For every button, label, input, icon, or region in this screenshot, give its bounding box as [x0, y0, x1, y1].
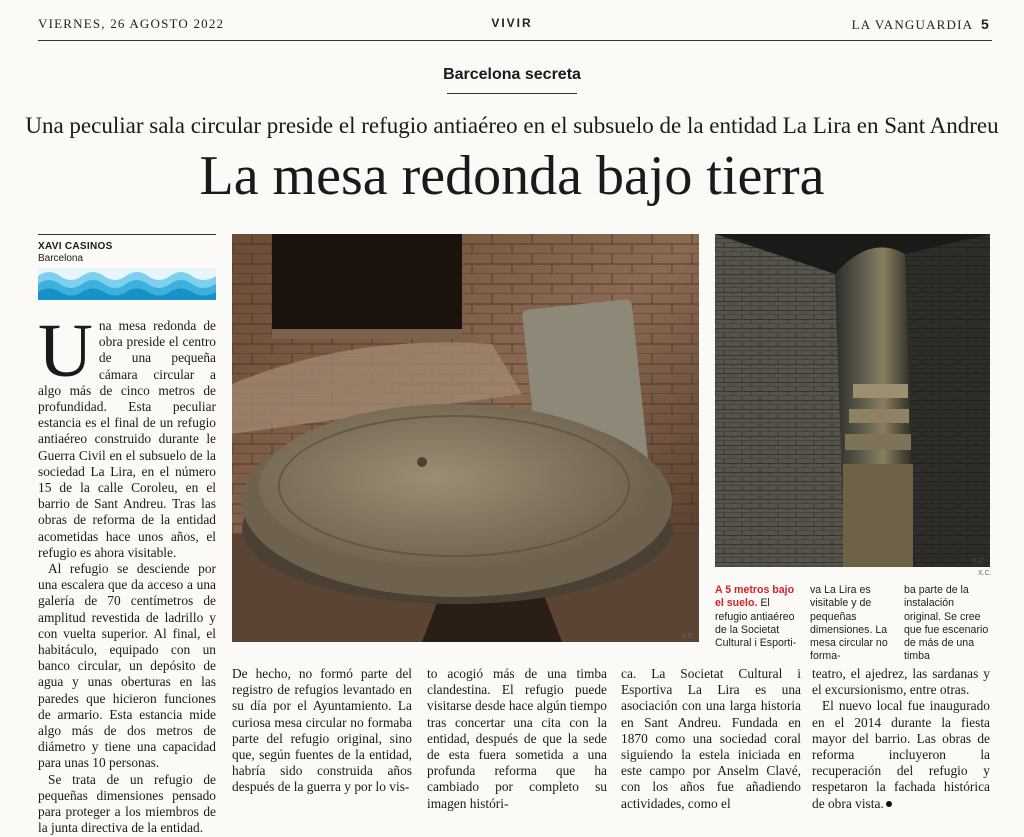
main-photo: [232, 234, 699, 642]
section-name: VIVIR: [491, 16, 533, 30]
waves-logo: [38, 268, 216, 300]
col2-text: De hecho, no formó parte del registro de refugios levantado en su día por el Ayuntamiento. La curiosa mesa circular no formaba parte del refugio original, sino que, según fuentes de la entidad, habría sido construida años después de la guerra y por lo vis-: [232, 666, 412, 795]
body-column-2: [232, 666, 412, 796]
col5-paragraph-2: [812, 698, 990, 811]
corridor-photo: [715, 234, 990, 567]
caption-column-2: va La Lira es visitable y de pequeñas dimensiones. La mesa circular no forma-: [810, 584, 888, 663]
col5-text-1: teatro, el ajedrez, las sardanas y el excursionismo, entre otras.: [812, 666, 990, 698]
body-column-3: [427, 666, 607, 812]
headline: La mesa redonda bajo tierra: [199, 145, 825, 207]
drop-cap: U: [38, 309, 93, 393]
kicker-rule: [447, 93, 577, 94]
newspaper-name: LA VANGUARDIA: [851, 17, 973, 32]
kicker: Barcelona secreta: [443, 66, 581, 83]
stair-corridor-photo: [715, 234, 990, 567]
caption-text-1: El refugio antiaéreo de la Societat Cultural i Esporti-: [715, 597, 797, 650]
col5-text-2: El nuevo local fue inaugurado en el 2014 durante la fiesta mayor del barrio. Las obras de reforma incluyeron la recuperación del refugio y respetaron la fachada histórica de obra vista.: [812, 698, 990, 811]
caption-column-3: ba parte de la instalación original. Se cree que fue escenario de más de una timba: [904, 584, 989, 663]
body-column-4: [621, 666, 801, 812]
author-place: Barcelona: [38, 253, 84, 264]
photo-credit-1: X.C.: [681, 633, 695, 640]
end-mark: [886, 801, 892, 807]
col3-text: to acogió más de una timba clandestina. El refugio puede visitarse desde hace algún tiempo tras concertar una cita con la entidad, después de que la sede de esta fuera sometida a una profunda reforma que ha cambiado por completo su imagen históri-: [427, 666, 607, 811]
page-number: 5: [981, 16, 990, 32]
masthead: [852, 16, 990, 33]
edition-date: VIERNES, 26 AGOSTO 2022: [38, 16, 225, 31]
body-column-1: [38, 309, 216, 837]
body-column-5: [812, 666, 990, 812]
paragraph-1-text: na mesa redonda de obra preside el centro de una pequeña cámara circular a algo más de cinco metros de profundidad. Esta peculiar estancia es el final de un refugio antiaéreo construido durante le Guerra Civil en el subsuelo de la sociedad La Lira, en el número 15 de la calle Coroleu, en el barrio de Sant Andreu. Tras las obras de reforma de la entidad acometidas hace unos años, el refugio es ahora visitable.: [38, 318, 216, 560]
photo-credit-2: X.C.: [972, 558, 986, 565]
paragraph-1: [38, 309, 216, 561]
header-rule: [38, 40, 992, 41]
round-table-photo: [232, 234, 699, 642]
caption-column-1: [715, 584, 801, 650]
caption-lead: A 5 metros bajo el suelo.: [715, 584, 795, 610]
subtitle: Una peculiar sala circular preside el refugio antiaéreo en el subsuelo de la entidad La Lira en Sant Andreu: [25, 113, 999, 138]
paragraph-2: Al refugio se desciende por una escalera que da acceso a una galería de 70 centímetros de amplitud revestida de ladrillo y con vuelta superior. Al final, el habitáculo, equipado con un banco circular, un depósito de agua y unas oberturas en las paredes que hicieron funciones de armario. Esta estancia mide algo más de dos metros de diámetro y tiene una capacidad para unas 10 personas.: [38, 561, 216, 771]
author-name: XAVI CASINOS: [38, 241, 113, 252]
paragraph-3: Se trata de un refugio de pequeñas dimensiones pensado para proteger a los miembros de la junta directiva de la entidad.: [38, 771, 216, 836]
photo-credit-2-outside: X.C.: [978, 570, 992, 577]
col4-text: ca. La Societat Cultural i Esportiva La Lira es una asociación con una larga historia en Sant Andreu. Fundada en 1870 como una sociedad coral siguiendo la estela iniciada en este campo por Anselm Clavé, con los años fue añadiendo actividades, como el: [621, 666, 801, 811]
byline-rule: [38, 234, 216, 235]
